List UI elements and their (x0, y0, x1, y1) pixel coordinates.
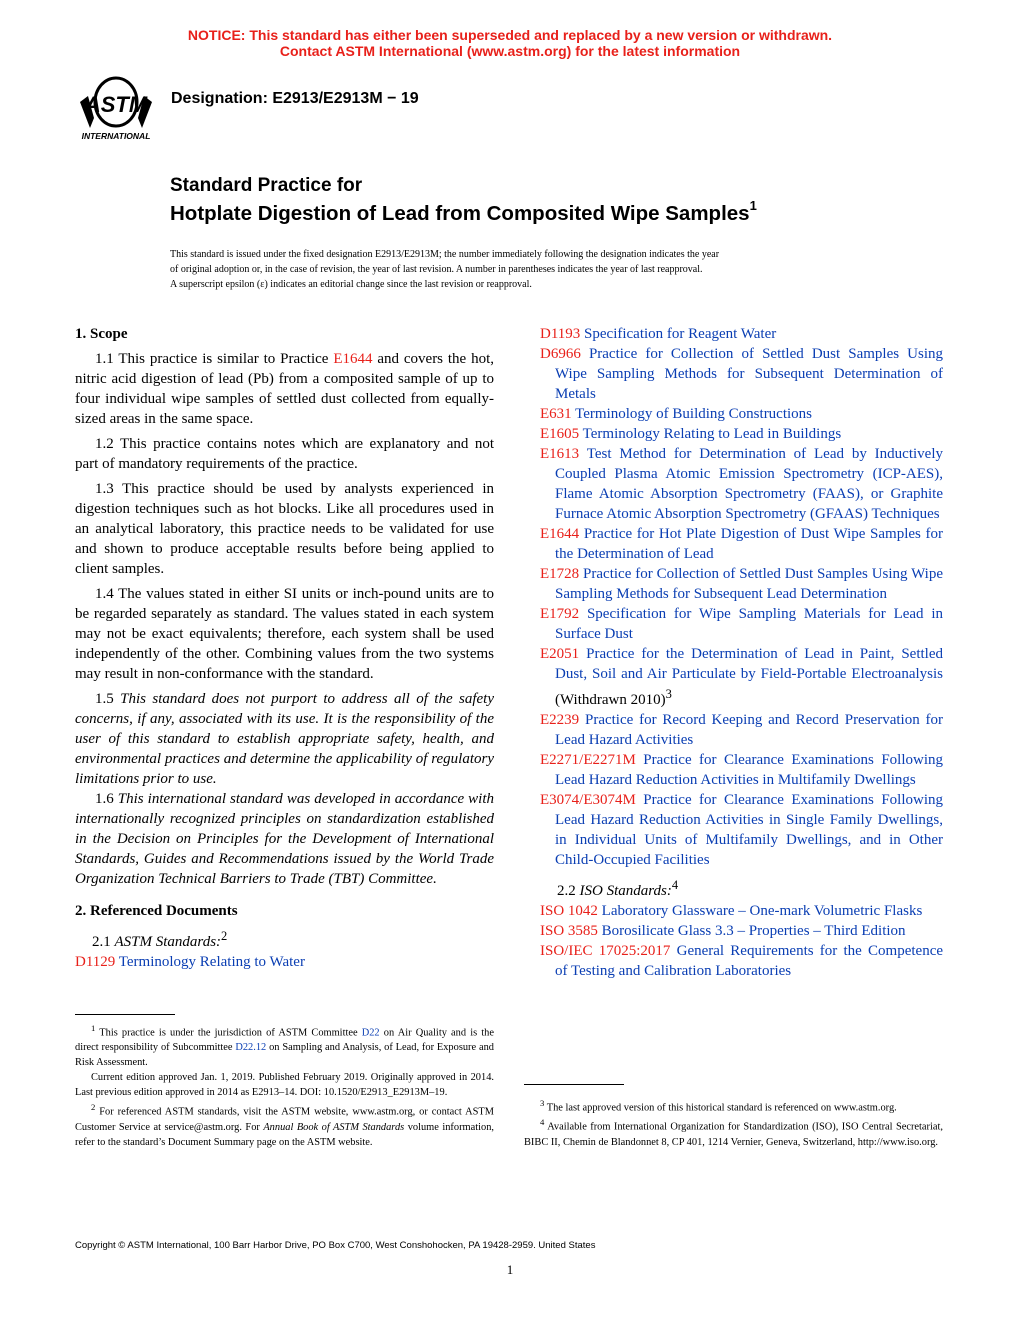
ref-title[interactable]: Specification for Reagent Water (584, 326, 777, 342)
astm-logo-icon (72, 72, 160, 144)
footnote-1 (75, 1021, 494, 1070)
ref-e1644[interactable] (540, 524, 943, 564)
ref-title[interactable]: Practice for the Determination of Lead in Paint, Settled Dust, Soil and Air Particulate by Field-Portable Electroanalysis (555, 646, 943, 682)
scope-1-5-num: 1.5 (95, 691, 121, 707)
footnote-2-mark: 2 (91, 1102, 96, 1113)
ref-code[interactable]: ISO 1042 (540, 903, 598, 919)
ref-title[interactable]: Practice for Clearance Examinations Following Lead Hazard Reduction Activities in Single Family Dwellings, in Individual Units of Multifamily Dwellings, and in Other Child-Occupied Facilities (555, 792, 943, 868)
iso-label-num: 2.2 (557, 883, 580, 899)
scope-1-6-text: This international standard was developed in accordance with internationally recognized principles on standardization established in the Decision on Principles for the Development of International Standards, Guides and Recommendations issued by the World Trade Organization Technical Barriers to Trade (TBT) Committee. (75, 791, 494, 887)
ref-title[interactable]: Practice for Record Keeping and Record Preservation for Lead Hazard Activities (555, 712, 943, 748)
ref-title[interactable]: Terminology Relating to Water (118, 954, 305, 970)
page-number: 1 (506, 1262, 514, 1277)
footnote-4-text: Available from International Organization for Standardization (ISO), ISO Central Secretariat, BIBC II, Chemin de Blandonnet 8, CP 401, 1214 Vernier, Geneva, Switzerland, http://www.iso.org. (524, 1121, 943, 1148)
ref-title[interactable]: Laboratory Glassware – One-mark Volumetric Flasks (601, 903, 923, 919)
scope-1-1 (75, 349, 494, 429)
ref-code[interactable]: E1728 (540, 566, 580, 582)
footnote-4 (524, 1115, 943, 1149)
ref-code[interactable]: ISO 3585 (540, 923, 598, 939)
scope-1-5-text: This standard does not purport to address all of the safety concerns, if any, associated with its use. It is the responsibility of the user of this standard to establish appropriate safety, health, and environmental practices and determine the applicability of regulatory limitations prior to use. (75, 691, 495, 787)
scope-1-1-text: 1.1 This practice is similar to Practice (95, 351, 334, 367)
ref-title[interactable]: Practice for Collection of Settled Dust Samples Using Wipe Sampling Methods for Subsequent Determination of Metals (555, 346, 943, 402)
right-column (540, 324, 943, 981)
footnote-2-text: For referenced ASTM standards, visit the ASTM website, www.astm.org, or contact ASTM Customer Service at service@astm.org. For (75, 1106, 494, 1133)
scope-1-6 (75, 789, 494, 889)
ref-sup: 3 (665, 687, 672, 701)
ref-code[interactable]: D1193 (540, 326, 581, 342)
footnote-1-text-mid: on Air Quality and is the direct responsibility of Subcommittee (75, 1027, 494, 1054)
footnote-3 (524, 1096, 943, 1115)
footnotes-left (75, 1021, 494, 1150)
footnote-divider-left (75, 1014, 175, 1015)
footnote-1-mark: 1 (91, 1023, 96, 1033)
iso-label-text: ISO Standards: (579, 883, 672, 899)
footnote-2-text-end: volume information, refer to the standard’s Document Summary page on the ASTM website. (75, 1121, 494, 1148)
ref-withdrawn: (Withdrawn 2010) (555, 692, 666, 708)
ref-code[interactable]: E1644 (540, 526, 580, 542)
referenced-heading: 2. Referenced Documents (75, 903, 238, 919)
ref-code[interactable]: E1605 (540, 426, 580, 442)
ref-e2239[interactable] (540, 710, 943, 750)
title-footnote-mark: 1 (749, 198, 757, 213)
ref-title[interactable]: General Requirements for the Competence of Testing and Calibration Laboratories (555, 943, 944, 979)
issued-note (170, 247, 850, 292)
ref-e1613[interactable] (540, 444, 943, 524)
footnote-1-text-end: on Sampling and Analysis, of Lead, for Exposure and Risk Assessment. (75, 1042, 494, 1069)
title-line-2 (170, 200, 757, 226)
ref-d6966[interactable] (540, 344, 943, 404)
footnotes-right (524, 1096, 943, 1150)
ref-e1605[interactable] (540, 424, 943, 444)
scope-1-6-num: 1.6 (95, 791, 118, 807)
ref-title[interactable]: Practice for Collection of Settled Dust Samples Using Wipe Sampling Methods for Subsequent Lead Determination (555, 566, 944, 602)
ref-title[interactable]: Borosilicate Glass 3.3 – Properties – Third Edition (601, 923, 906, 939)
scope-1-1-text-end: and covers the hot, nitric acid digestion of lead (Pb) from a composited sample of up to four individual wipe samples of settled dust collected from equally-sized areas in the same space. (75, 351, 494, 427)
footnote-1-text: This practice is under the jurisdiction of ASTM Committee (95, 1027, 362, 1039)
ref-title[interactable]: Specification for Wipe Sampling Materials for Lead in Surface Dust (555, 606, 944, 642)
issued-note-line: This standard is issued under the fixed designation E2913/E2913M; the number immediately following the designation indicates the year (170, 249, 720, 260)
issued-note-line: A superscript epsilon (ε) indicates an editorial change since the last revision or reapproval. (170, 279, 532, 290)
ref-e2271[interactable] (540, 750, 943, 790)
ref-code[interactable]: D1129 (75, 954, 116, 970)
ref-code[interactable]: E3074/E3074M (540, 792, 636, 808)
ref-code[interactable]: E1613 (540, 446, 580, 462)
scope-1-4: 1.4 The values stated in either SI units or inch-pound units are to be regarded separately as standard. The values stated in each system may not be exact equivalents; therefore, each system shall be used independently of the other. Combining values from the two systems may result in non-conformance with the standard. (75, 586, 494, 682)
title-text: Hotplate Digestion of Lead from Composited Wipe Samples (170, 201, 750, 225)
iso-label-sup: 4 (671, 878, 679, 892)
link-d22[interactable]: D22 (361, 1027, 380, 1039)
footnote-3-mark: 3 (540, 1098, 545, 1108)
scope-1-3: 1.3 This practice should be used by analysts experienced in digestion techniques such as hot blocks. Like all procedures used in an analytical laboratory, this practice needs to be validated for use and shown to produce acceptable results before being applied to client samples. (75, 481, 494, 577)
title-line-1: Standard Practice for (170, 175, 363, 196)
ref-code[interactable]: E2051 (540, 646, 580, 662)
copyright: Copyright © ASTM International, 100 Barr Harbor Drive, PO Box C700, West Conshohocken, PA 19428-2959. United States (75, 1240, 596, 1251)
left-column (75, 324, 494, 972)
iso-standards-label (540, 875, 943, 901)
scope-1-2: 1.2 This practice contains notes which are explanatory and not part of mandatory requirements of the practice. (75, 436, 494, 472)
logo-letters: ASTM (84, 92, 148, 117)
ref-code[interactable]: D6966 (540, 346, 581, 362)
ref-iso-1042[interactable] (540, 901, 943, 921)
astm-label-text: ASTM Standards: (114, 934, 222, 950)
astm-label-num: 2.1 (92, 934, 115, 950)
issued-note-line: of original adoption or, in the case of revision, the year of last revision. A number in parentheses indicates the year of last reapproval. (170, 264, 703, 275)
ref-title[interactable]: Terminology Relating to Lead in Buildings (582, 426, 842, 442)
ref-title[interactable]: Practice for Clearance Examinations Following Lead Hazard Reduction Activities in Multifamily Dwellings (555, 752, 943, 788)
ref-code[interactable]: E1792 (540, 606, 580, 622)
ref-title[interactable]: Test Method for Determination of Lead by Inductively Coupled Plasma Atomic Emission Spectrometry (ICP-AES), Flame Atomic Absorption Spectrometry (FAAS), or Graphite Furnace Atomic Absorption Spectrometry (GFAAS) Techniques (555, 446, 943, 522)
astm-label-sup: 2 (221, 929, 228, 943)
notice-line-1: NOTICE: This standard has either been superseded and replaced by a new version or withdrawn. (187, 27, 833, 43)
ref-e1792[interactable] (540, 604, 943, 644)
ref-title[interactable]: Practice for Hot Plate Digestion of Dust Wipe Samples for the Determination of Lead (555, 526, 944, 562)
footnote-2 (75, 1100, 494, 1149)
notice-line-2: Contact ASTM International (www.astm.org) for the latest information (279, 43, 741, 59)
ref-e3074[interactable] (540, 790, 943, 870)
astm-logo (72, 72, 160, 144)
astm-standards-label (75, 926, 494, 952)
footnote-3-text: The last approved version of this historical standard is referenced on www.astm.org. (544, 1102, 897, 1114)
ref-title[interactable]: Terminology of Building Constructions (575, 406, 813, 422)
ref-iso-17025[interactable] (540, 941, 943, 981)
ref-code[interactable]: E631 (540, 406, 572, 422)
designation: Designation: E2913/E2913M − 19 (171, 90, 419, 107)
ref-code[interactable]: E2271/E2271M (540, 752, 636, 768)
link-e1644[interactable]: E1644 (333, 351, 373, 367)
ref-e631[interactable] (540, 404, 943, 424)
footnote-1-edition: Current edition approved Jan. 1, 2019. Published February 2019. Originally approved in 2014. Last previous edition approved in 2014 as E2913–14. DOI: 10.1520/E2913_E2913M–19. (75, 1072, 494, 1099)
link-d22-12[interactable]: D22.12 (235, 1042, 267, 1054)
logo-caption: INTERNATIONAL (81, 131, 151, 141)
scope-1-5 (75, 689, 494, 789)
scope-heading: 1. Scope (75, 326, 128, 342)
ref-e2051[interactable] (540, 644, 943, 710)
ref-code[interactable]: ISO/IEC 17025:2017 (540, 943, 671, 959)
footnote-2-italic: Annual Book of ASTM Standards (263, 1121, 405, 1133)
ref-code[interactable]: E2239 (540, 712, 580, 728)
ref-d1129[interactable] (75, 952, 494, 972)
ref-iso-3585[interactable] (540, 921, 943, 941)
footnote-4-mark: 4 (540, 1117, 545, 1128)
ref-d1193[interactable] (540, 324, 943, 344)
ref-e1728[interactable] (540, 564, 943, 604)
footnote-divider-right (524, 1084, 624, 1085)
